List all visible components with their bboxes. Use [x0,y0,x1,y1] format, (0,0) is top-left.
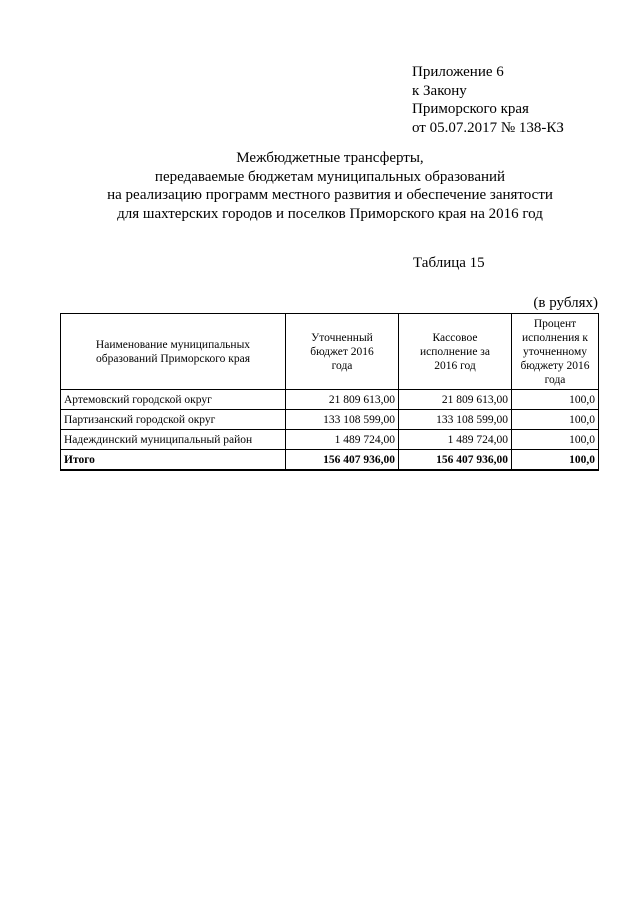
units-note: (в рублях) [533,295,598,311]
table-row [61,430,599,450]
title-line-1: Межбюджетные трансферты, [236,150,424,166]
title-line-4: для шахтерских городов и поселков Приморского края на 2016 год [117,205,543,222]
annex-region: Приморского края [412,101,529,117]
annex-law: к Закону [412,82,467,99]
annex-reference [412,63,564,137]
row-name: Артемовский городской округ [61,390,286,410]
row-budget: 1 489 724,00 [286,430,399,450]
header-percent: Процент исполнения к уточненному бюджету 2016 года [512,314,599,390]
table-label: Таблица 15 [413,255,485,271]
row-budget: 133 108 599,00 [286,410,399,430]
row-budget: 21 809 613,00 [286,390,399,410]
annex-number: Приложение 6 [412,64,504,80]
total-execution: 156 407 936,00 [399,450,512,471]
annex-date: от 05.07.2017 № 138-КЗ [412,119,564,136]
table-row [61,390,599,410]
total-percent: 100,0 [512,450,599,471]
row-percent: 100,0 [512,430,599,450]
table-total-row [61,450,599,471]
row-percent: 100,0 [512,390,599,410]
title-line-3: на реализацию программ местного развития и обеспечение занятости [107,187,553,203]
document-title [60,149,600,223]
row-execution: 1 489 724,00 [399,430,512,450]
row-execution: 133 108 599,00 [399,410,512,430]
total-budget: 156 407 936,00 [286,450,399,471]
header-name: Наименование муниципальных образований Приморского края [61,314,286,390]
transfers-table [60,313,599,471]
row-name: Надеждинский муниципальный район [61,430,286,450]
title-line-2: передаваемые бюджетам муниципальных образований [154,168,506,185]
row-percent: 100,0 [512,410,599,430]
row-name: Партизанский городской округ [61,410,286,430]
total-name: Итого [61,450,286,471]
row-execution: 21 809 613,00 [399,390,512,410]
header-budget: Уточненный бюджет 2016 года [286,314,399,390]
header-execution: Кассовое исполнение за 2016 год [399,314,512,390]
table-header-row [61,314,599,390]
table-row [61,410,599,430]
